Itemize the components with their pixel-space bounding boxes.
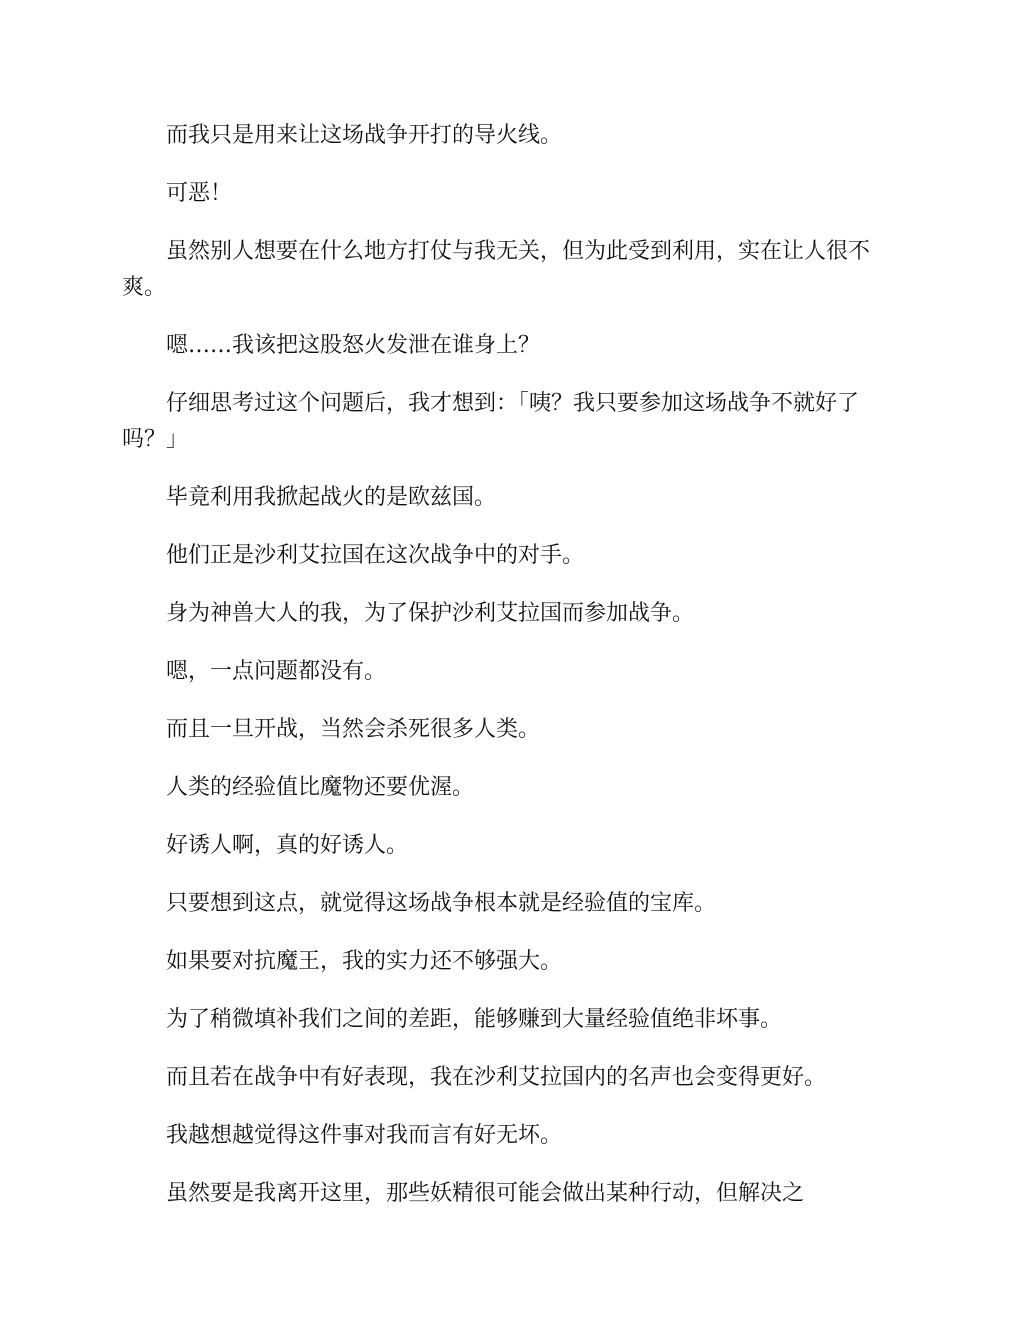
paragraph-6: 毕竟利用我掀起战火的是欧兹国。 (166, 485, 497, 510)
paragraph-4: 嗯……我该把这股怒火发泄在谁身上？ (166, 333, 541, 358)
paragraph-18: 虽然要是我离开这里，那些妖精很可能会做出某种行动，但解决之 (166, 1181, 805, 1206)
paragraph-11: 人类的经验值比魔物还要优渥。 (166, 775, 475, 800)
paragraph-7: 他们正是沙利艾拉国在这次战争中的对手。 (166, 543, 585, 568)
paragraph-10: 而且一旦开战，当然会杀死很多人类。 (166, 717, 541, 742)
paragraph-17: 我越想越觉得这件事对我而言有好无坏。 (166, 1123, 563, 1148)
paragraph-2: 可恶！ (166, 181, 233, 206)
paragraph-8: 身为神兽大人的我，为了保护沙利艾拉国而参加战争。 (166, 601, 695, 626)
paragraph-5: 仔细思考过这个问题后，我才想到：「咦？我只要参加这场战争不就好了吗？」 (122, 391, 860, 452)
text-column (122, 118, 898, 1234)
paragraph-15: 为了稍微填补我们之间的差距，能够赚到大量经验值绝非坏事。 (166, 1007, 783, 1032)
paragraph-16: 而且若在战争中有好表现，我在沙利艾拉国内的名声也会变得更好。 (166, 1065, 827, 1090)
paragraph-9: 嗯，一点问题都没有。 (166, 659, 387, 684)
paragraph-13: 只要想到这点，就觉得这场战争根本就是经验值的宝库。 (166, 891, 717, 916)
paragraph-1: 而我只是用来让这场战争开打的导火线。 (166, 123, 563, 148)
paragraph-12: 好诱人啊，真的好诱人。 (166, 833, 409, 858)
paragraph-14: 如果要对抗魔王，我的实力还不够强大。 (166, 949, 563, 974)
paragraph-3: 虽然别人想要在什么地方打仗与我无关，但为此受到利用，实在让人很不爽。 (122, 239, 871, 300)
